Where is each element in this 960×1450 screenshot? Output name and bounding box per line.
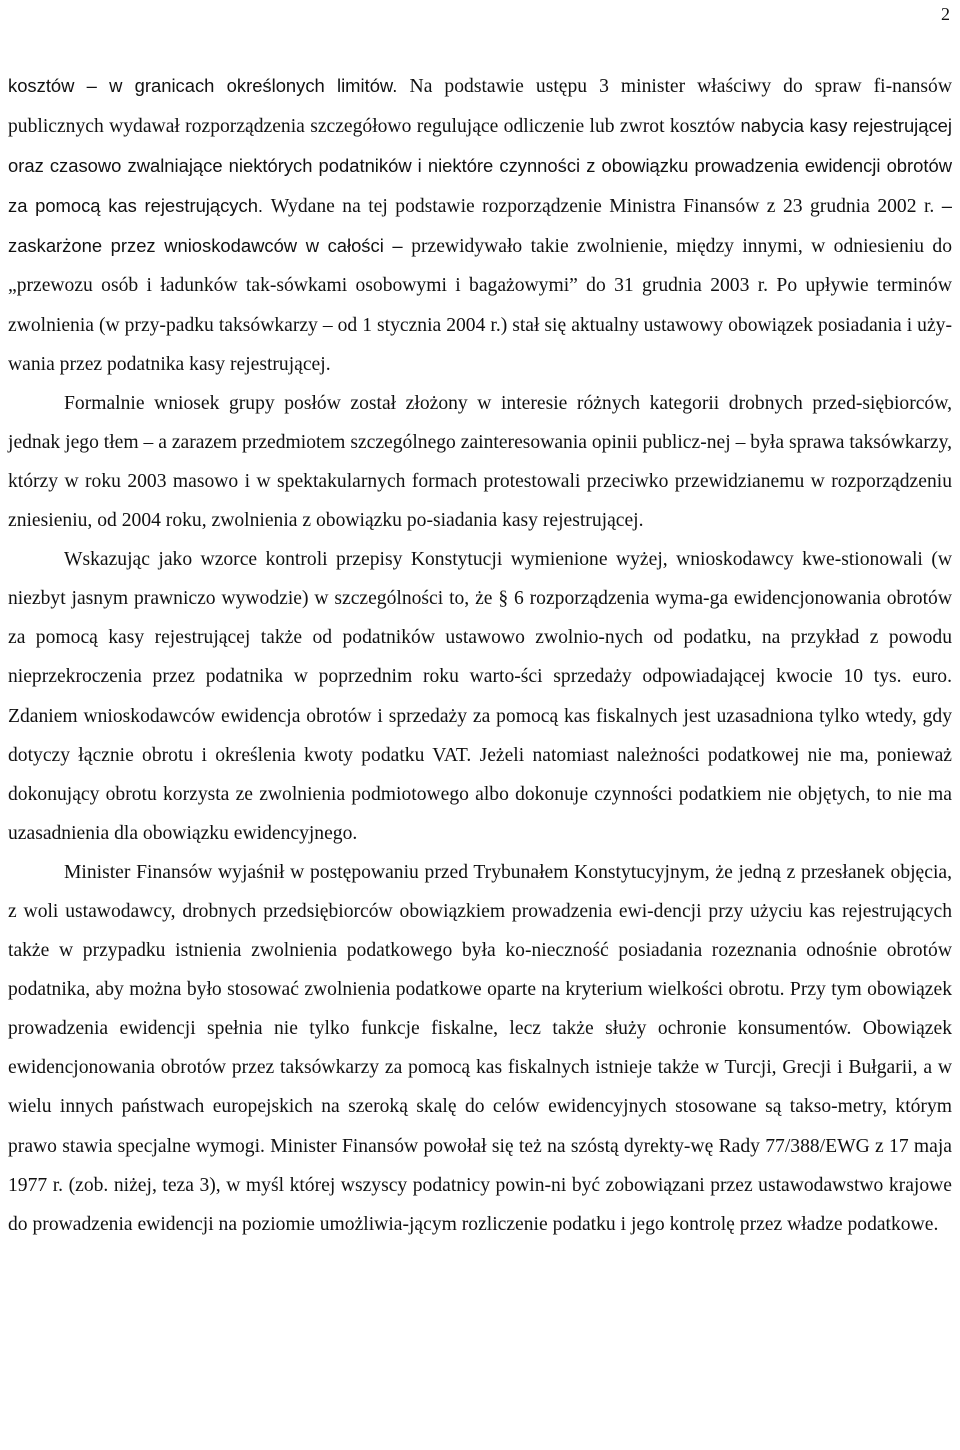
paragraph-4-segment-1: Minister Finansów wyjaśnił w postępowaniu przed Trybunałem Konstytucyjnym, że jedną z przesłanek objęcia, z woli ustawodawcy, drobnych przedsiębiorców obowiązkiem prowadzenia ewi-dencji przy użyciu kas rejestrujących także w przypadku istnienia zwolnienia podatkowego była ko-nieczność posiadania rozeznania odnośnie obrotów podatnika, aby można było stosować zwolnienia podatkowe oparte na kryterium wielkości obrotu. Przy tym obowiązek prowadzenia ewidencji spełnia nie tylko funkcje fiskalne, lecz także służy ochronie konsumentów. Obowiązek ewidencjonowania obrotów przez taksówkarzy za pomocą kas fiskalnych istnieje także w Turcji, Grecji i Bułgarii, a w wielu innych państwach europejskich na szeroką skalę do celów ewidencyjnych stosowane są takso-metry, którym prawo stawia specjalne wymogi. Minister Finansów powołał się też na szóstą dyrekty-wę Rady 77/388/EWG z 17 maja 1977 r. (zob. niżej, teza 3), w myśl której wszyscy podatnicy powin-ni być zobowiązani przez ustawodawstwo krajowe do prowadzenia ewidencji na poziomie umożliwia-jącym rozliczenie podatku i jego kontrolę przez władze podatkowe. xyxy=(8,861,952,1235)
paragraph-1-segment-3: nabycia kasy rejestrującej oraz czasowo zwalniające niektórych podatników i niektóre czynności z obowiązku prowadzenia ewidencji obrotów za pomocą kas rejestrujących. xyxy=(8,115,952,217)
page-number: 2 xyxy=(941,4,950,24)
paragraph-1-segment-2: Na podstawie ustępu 3 minister właściwy do spraw fi-nansów publicznych wydawał rozporządzenia szczegółowo regulujące odliczenie lub zwrot kosztów xyxy=(8,76,952,138)
paragraph-1-segment-5: – zaskarżone przez wnioskodawców w całości – xyxy=(8,195,953,257)
paragraph-2-segment-1: Formalnie wniosek grupy posłów został złożony w interesie różnych kategorii drobnych przed-siębiorców, jednak jego tłem – a zarazem przedmiotem szczególnego zainteresowania opinii publicz-nej – była sprawa taksówkarzy, którzy w roku 2003 masowo i w spektakularnych formach protestowali przeciwko przewidzianemu w rozporządzeniu zniesieniu, od 2004 roku, zwolnienia z obowiązku po-siadania kasy rejestrującej. xyxy=(8,392,952,532)
paragraph-4 xyxy=(8,853,952,1244)
paragraph-3 xyxy=(8,540,952,853)
paragraph-1-segment-4: Wydane na tej podstawie rozporządzenie Ministra Finansów z 23 grudnia 2002 r. xyxy=(270,196,942,218)
paragraph-1-segment-1: kosztów – w granicach określonych limitów. xyxy=(8,75,410,96)
document-body xyxy=(8,66,952,1244)
paragraph-1 xyxy=(8,66,952,384)
paragraph-1-segment-6: przewidywało takie zwolnienie, między innymi, w odniesieniu do „przewozu osób i ładunków tak-sówkami osobowymi i bagażowymi” do 31 grudnia 2003 r. Po upływie terminów zwolnienia (w przy-padku taksówkarzy – od 1 stycznia 2004 r.) stał się aktualny ustawowy obowiązek posiadania i uży-wania przez podatnika kasy rejestrującej. xyxy=(8,236,952,375)
paragraph-3-segment-1: Wskazując jako wzorce kontroli przepisy Konstytucji wymienione wyżej, wnioskodawcy kwe-stionowali (w niezbyt jasnym prawniczo wywodzie) w szczególności to, że § 6 rozporządzenia wyma-ga ewidencjonowania obrotów za pomocą kasy rejestrującej także od podatników ustawowo zwolnio-nych od podatku, na przykład z powodu nieprzekroczenia przez podatnika w poprzednim roku warto-ści sprzedaży odpowiadającej kwocie 10 tys. euro. Zdaniem wnioskodawców ewidencja obrotów i sprzedaży za pomocą kas fiskalnych jest uzasadniona tylko wtedy, gdy dotyczy łącznie obrotu i określenia kwoty podatku VAT. Jeżeli natomiast należności podatkowej nie ma, ponieważ dokonujący obrotu korzysta ze zwolnienia podmiotowego albo dokonuje czynności podatkiem nie objętych, to nie ma uzasadnienia dla obowiązku ewidencyjnego. xyxy=(8,549,952,844)
paragraph-2 xyxy=(8,384,952,540)
